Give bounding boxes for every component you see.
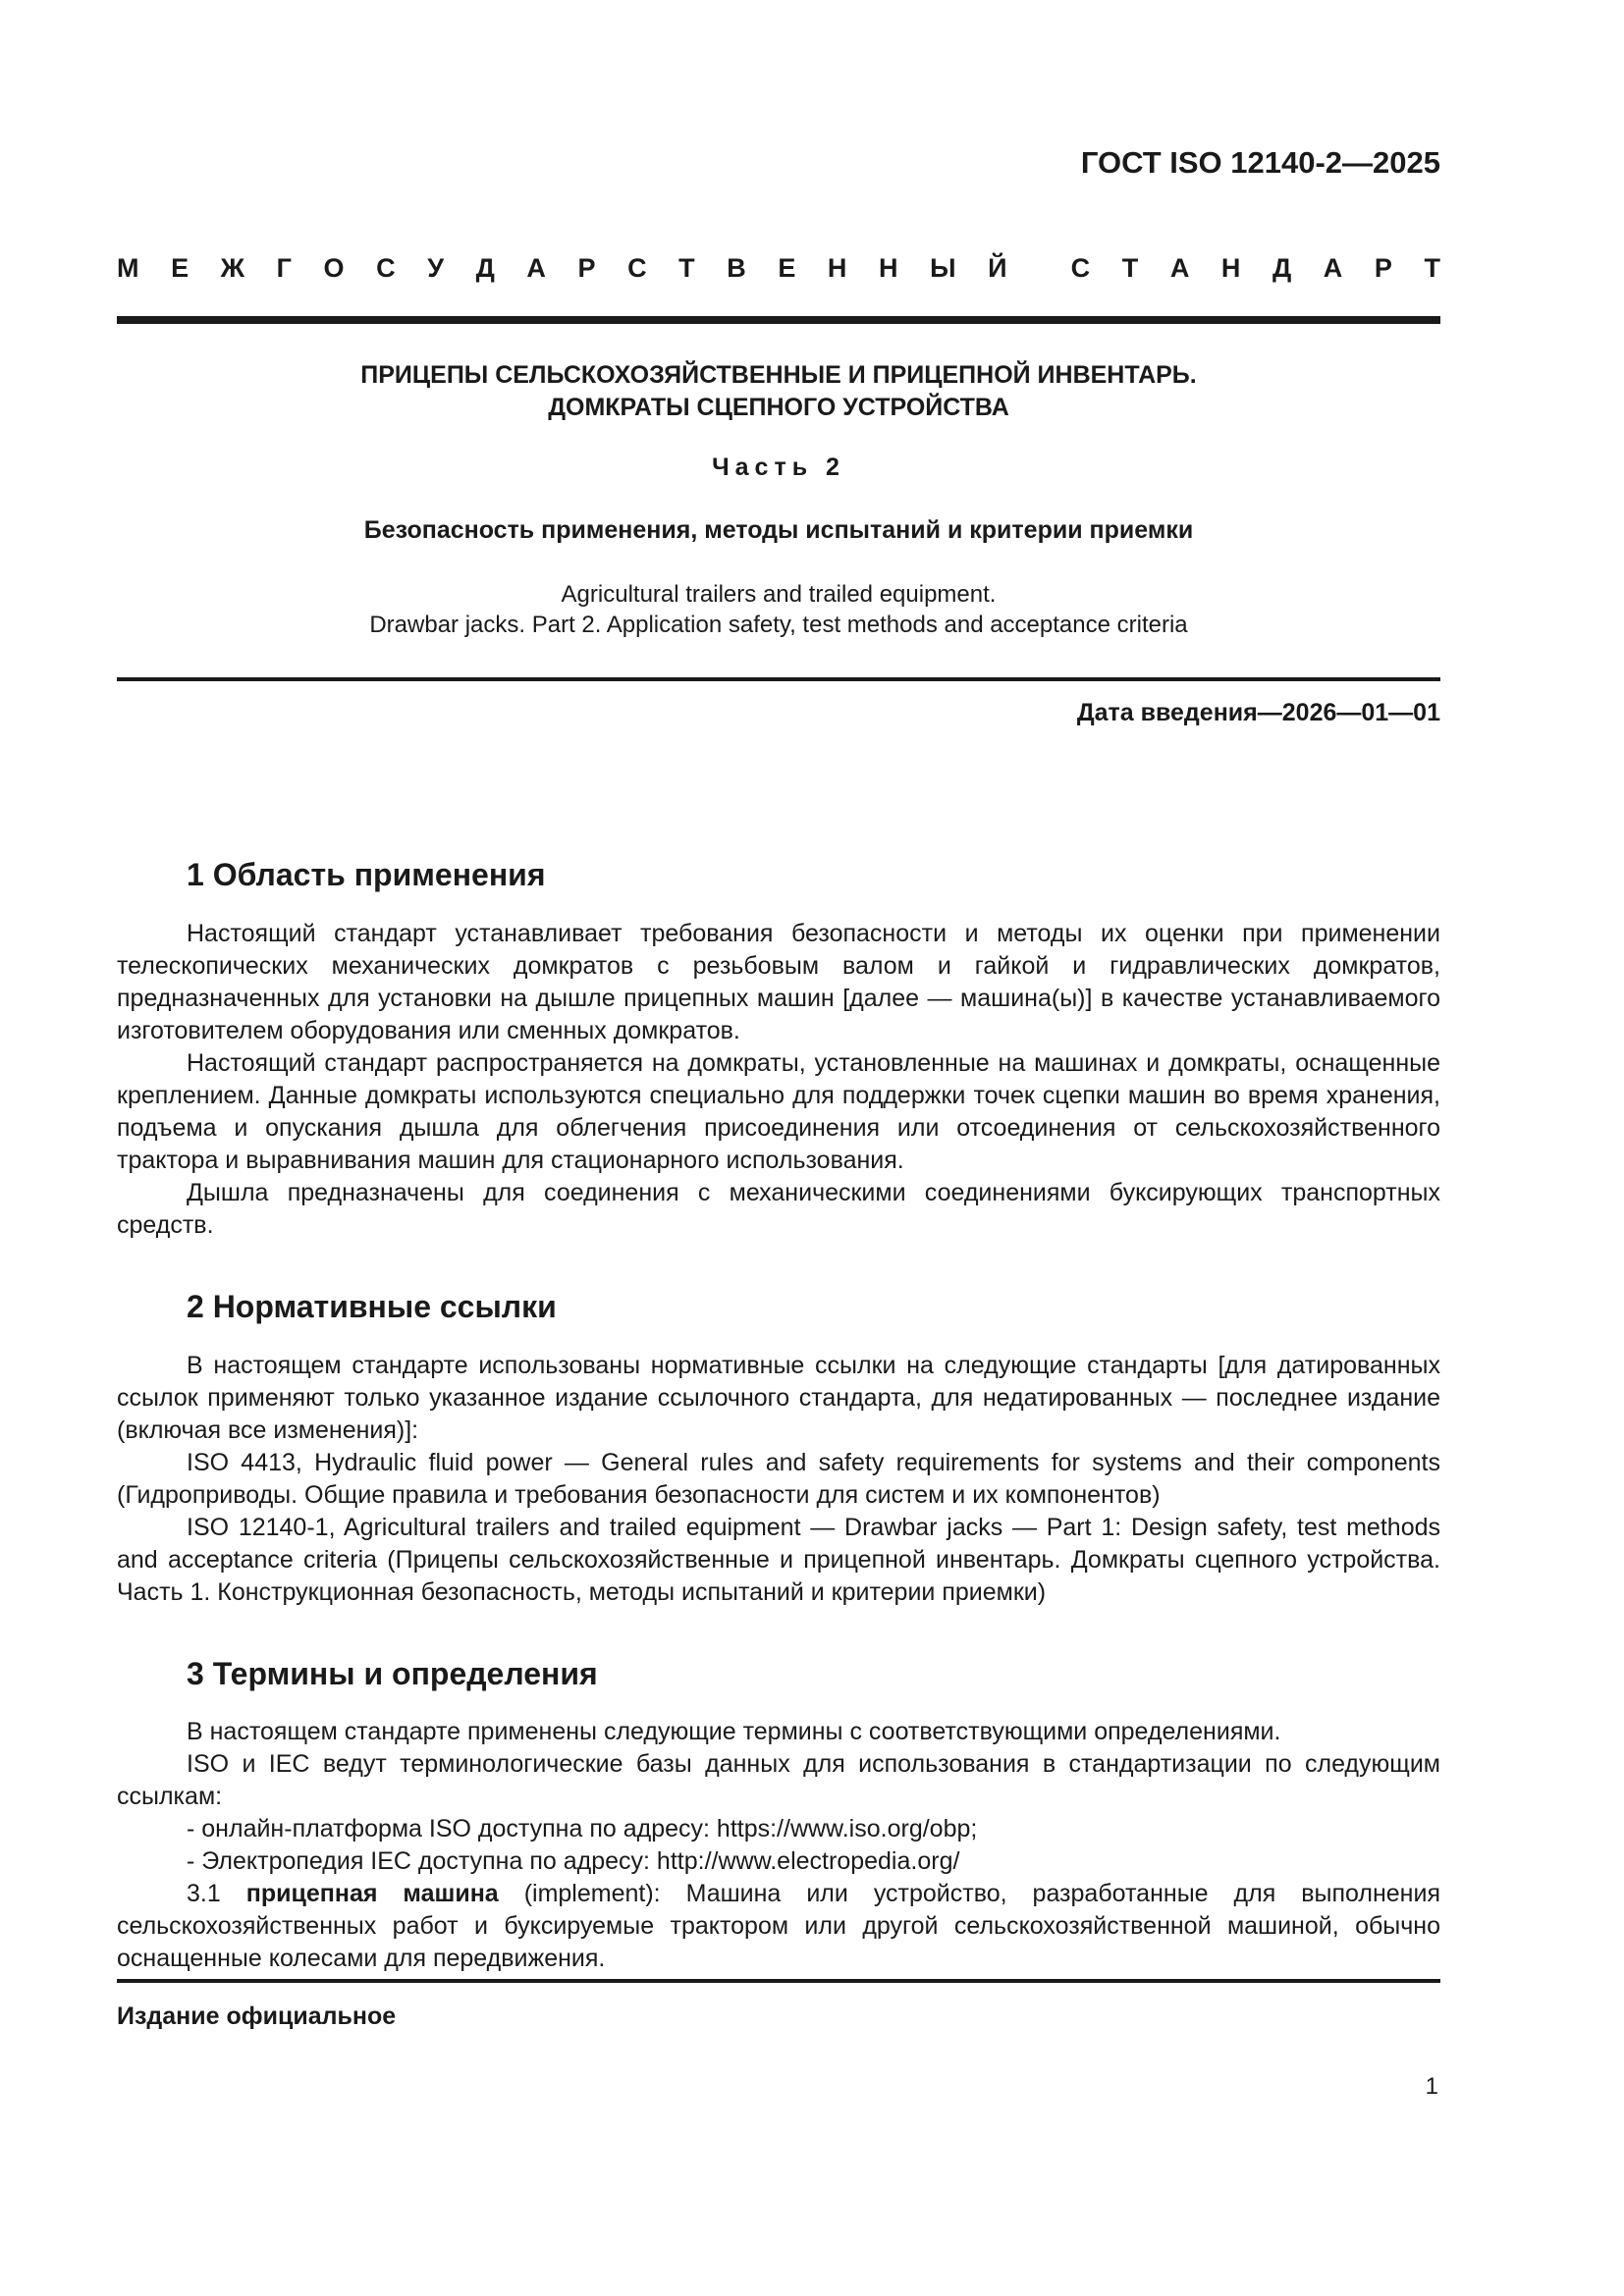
part-subtitle: Безопасность применения, методы испытаний и критерии приемки <box>363 516 1194 544</box>
interstate-letter: Ж <box>220 253 245 283</box>
interstate-letter: Е <box>171 253 189 283</box>
paragraph: Дышла предназначены для соединения с механическими соединениями буксирующих транспортных средств. <box>117 1179 1440 1239</box>
term-3-1 <box>117 1878 1440 1975</box>
section-body-scope <box>117 918 1440 1242</box>
english-title-line-1: Agricultural trailers and trailed equipment. <box>561 581 997 608</box>
paragraph: ISO и IEC ведут терминологические базы данных для использования в стандартизации по следующим ссылкам: <box>117 1750 1440 1810</box>
interstate-letter: Р <box>577 253 596 283</box>
term-name: прицепная машина <box>245 1880 499 1907</box>
standard-code: ГОСТ ISO 12140-2—2025 <box>1080 145 1440 180</box>
interstate-standard-heading <box>117 253 1440 284</box>
term-definition: (implement): Машина или устройство, разработанные для выполнения сельскохозяйственных работ и буксируемые трактором или другой сельскохозяйственной машиной, обычно оснащенные колесами для передвижения. <box>117 1880 1440 1972</box>
paragraph: В настоящем стандарте применены следующие термины с соответствующими определениями. <box>187 1718 1281 1745</box>
interstate-letter: Т <box>678 253 695 283</box>
reference-iso-4413: ISO 4413, Hydraulic fluid power — General rules and safety requirements for systems and their components (Гидроприводы. Общие правила и требования безопасности для систем и их компонентов) <box>117 1449 1440 1509</box>
section-body-references <box>117 1350 1440 1609</box>
english-title-line-2: Drawbar jacks. Part 2. Application safety, test methods and acceptance criteria <box>369 612 1188 638</box>
interstate-letter: Т <box>1121 253 1139 283</box>
interstate-letter: Н <box>879 253 898 283</box>
interstate-letter: О <box>323 253 345 283</box>
interstate-letter: С <box>376 253 396 283</box>
section-heading-references: 2 Нормативные ссылки <box>187 1289 557 1324</box>
paragraph: В настоящем стандарте использованы нормативные ссылки на следующие стандарты [для датированных ссылок применяют только указанное издание ссылочного стандарта, для недатированных — последнее издание (включая все изменения)]: <box>117 1352 1440 1444</box>
introduction-date: Дата введения—2026—01—01 <box>1076 699 1440 726</box>
interstate-letter: Г <box>276 253 292 283</box>
page-number: 1 <box>1425 2073 1438 2100</box>
english-title <box>117 579 1440 640</box>
interstate-letter: С <box>627 253 647 283</box>
official-edition-label: Издание официальное <box>117 2002 397 2030</box>
interstate-letter: М <box>117 253 139 283</box>
interstate-letter: А <box>1169 253 1190 283</box>
title-rule <box>117 677 1440 681</box>
interstate-letter: Р <box>1374 253 1392 283</box>
interstate-letter: Й <box>988 253 1007 283</box>
title-line-1: ПРИЦЕПЫ СЕЛЬСКОХОЗЯЙСТВЕННЫЕ И ПРИЦЕПНОЙ ИНВЕНТАРЬ. <box>360 361 1197 389</box>
interstate-letter: Н <box>1220 253 1241 283</box>
interstate-letter: А <box>526 253 546 283</box>
term-number: 3.1 <box>187 1880 221 1907</box>
part-label: Часть 2 <box>712 454 845 481</box>
interstate-letter: У <box>427 253 445 283</box>
interstate-letter: Д <box>1272 253 1292 283</box>
paragraph: Настоящий стандарт устанавливает требования безопасности и методы их оценки при применении телескопических механических домкратов с резьбовым валом и гайкой и гидравлических домкратов, предназначенных для установки на дышле прицепных машин [далее — машина(ы)] в качестве устанавливаемого изготовителем оборудования или сменных домкратов. <box>117 920 1440 1044</box>
section-body-terms <box>117 1716 1440 1975</box>
section-heading-scope: 1 Область применения <box>187 857 546 892</box>
interstate-letter: А <box>1323 253 1343 283</box>
paragraph: Настоящий стандарт распространяется на домкраты, установленные на машинах и домкраты, оснащенные креплением. Данные домкраты используются специально для поддержки точек сцепки машин во время хранения, подъема и опускания дышла для облегчения присоединения или отсоединения от сельскохозяйственного трактора и выравнивания машин для стационарного использования. <box>117 1049 1440 1174</box>
interstate-letter: В <box>727 253 746 283</box>
reference-iso-12140-1: ISO 12140-1, Agricultural trailers and trailed equipment — Drawbar jacks — Part 1: Design safety, test methods and acceptance criteria (Прицепы сельскохозяйственные и прицепной инвентарь. Домкраты сцепного устройства. Часть 1. Конструкционная безопасность, методы испытаний и критерии приемки) <box>117 1514 1440 1606</box>
section-heading-terms: 3 Термины и определения <box>187 1656 598 1691</box>
interstate-letter: Т <box>1424 253 1440 283</box>
title-line-2: ДОМКРАТЫ СЦЕПНОГО УСТРОЙСТВА <box>548 394 1009 421</box>
interstate-letter: С <box>1070 253 1091 283</box>
interstate-letter: Д <box>475 253 495 283</box>
interstate-letter: Е <box>778 253 796 283</box>
header-rule <box>117 316 1440 324</box>
list-item-electropedia: - Электропедия IEC доступна по адресу: http://www.electropedia.org/ <box>187 1847 960 1875</box>
interstate-letter: Н <box>827 253 847 283</box>
list-item-iso-obp: - онлайн-платформа ISO доступна по адресу: https://www.iso.org/obp; <box>187 1815 978 1842</box>
footer-rule <box>117 1979 1440 1983</box>
interstate-letter: Ы <box>930 253 956 283</box>
